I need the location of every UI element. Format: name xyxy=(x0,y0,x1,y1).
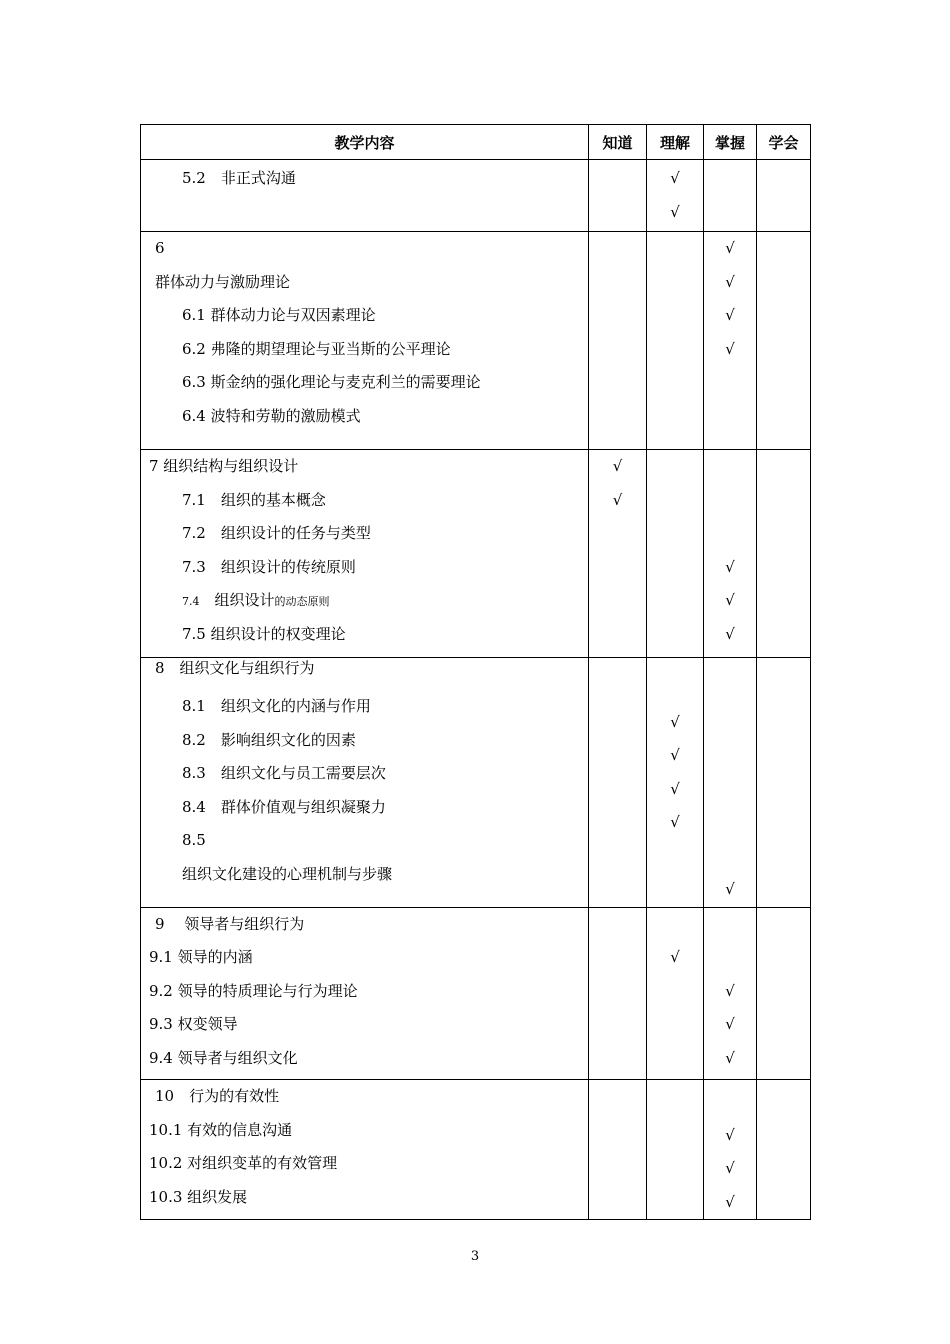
content-line xyxy=(141,400,588,434)
line-text: 9.3 权变领导 xyxy=(149,1015,238,1033)
content-line xyxy=(141,1008,588,1042)
check-mark: √ xyxy=(670,948,680,966)
content-line xyxy=(141,791,588,825)
check-mark: √ xyxy=(725,239,735,257)
line-text: 6.3 斯金纳的强化理论与麦克利兰的需要理论 xyxy=(182,373,481,391)
content-line xyxy=(141,757,588,791)
page-number: 3 xyxy=(470,1249,480,1264)
content-line xyxy=(141,299,588,333)
master-cell xyxy=(704,907,757,1080)
content-line xyxy=(141,366,588,400)
check-mark: √ xyxy=(725,1015,735,1033)
learn-cell xyxy=(757,658,811,908)
line-text: 组织文化建设的心理机制与步骤 xyxy=(182,864,393,883)
line-text: 7.4 xyxy=(182,595,200,608)
understand-cell xyxy=(647,907,704,1080)
header-row xyxy=(141,125,811,160)
line-text: 组织设计 xyxy=(199,591,275,609)
line-text: 8 组织文化与组织行为 xyxy=(155,659,315,677)
check-mark: √ xyxy=(725,339,735,358)
line-text: 8.1 组织文化的内涵与作用 xyxy=(182,697,371,715)
line-text: 8.4 群体价值观与组织凝聚力 xyxy=(182,797,386,816)
check-mark: √ xyxy=(725,1159,735,1177)
content-line xyxy=(141,1181,588,1215)
line-text: 10.2 对组织变革的有效管理 xyxy=(149,1154,338,1172)
check-mark: √ xyxy=(670,779,680,798)
content-line xyxy=(141,266,588,300)
line-text: 10.1 有效的信息沟通 xyxy=(149,1120,293,1139)
section-row xyxy=(141,160,811,232)
header-understand: 理解 xyxy=(647,125,704,160)
content-line xyxy=(141,908,588,942)
line-text: 6.1 群体动力论与双因素理论 xyxy=(182,306,376,324)
line-text: 9.4 领导者与组织文化 xyxy=(149,1048,298,1067)
learn-cell xyxy=(757,160,811,232)
line-text: 10 行为的有效性 xyxy=(155,1087,280,1105)
content-line xyxy=(141,484,588,518)
content-line xyxy=(141,1042,588,1076)
content-line xyxy=(141,162,588,196)
line-text: 7.5 组织设计的权变理论 xyxy=(182,624,346,643)
content-line xyxy=(141,658,588,678)
check-mark: √ xyxy=(725,591,735,609)
learn-cell xyxy=(757,232,811,450)
know-cell xyxy=(589,232,647,450)
header-content: 教学内容 xyxy=(141,125,589,160)
line-text: 7.3 组织设计的传统原则 xyxy=(182,557,356,576)
line-text: 8.3 组织文化与员工需要层次 xyxy=(182,764,386,782)
section-content xyxy=(141,232,589,450)
content-line xyxy=(141,333,588,367)
content-line xyxy=(141,232,588,266)
content-line xyxy=(141,724,588,758)
line-text: 7.2 组织设计的任务与类型 xyxy=(182,524,371,542)
section-content xyxy=(141,658,589,908)
content-line xyxy=(141,1080,588,1114)
check-mark: √ xyxy=(670,813,680,831)
check-mark: √ xyxy=(670,202,680,221)
check-mark: √ xyxy=(725,624,735,643)
syllabus-table xyxy=(140,124,811,1220)
master-cell xyxy=(704,658,757,908)
know-cell xyxy=(589,450,647,658)
check-mark: √ xyxy=(725,880,735,898)
check-mark: √ xyxy=(612,457,623,475)
header-master: 掌握 xyxy=(704,125,757,160)
know-cell xyxy=(589,658,647,908)
check-mark: √ xyxy=(670,169,680,187)
header-know: 知道 xyxy=(589,125,647,160)
section-content xyxy=(141,907,589,1080)
header-learn: 学会 xyxy=(757,125,811,160)
line-text: 5.2 非正式沟通 xyxy=(182,169,296,187)
table-body xyxy=(141,160,811,1220)
section-content xyxy=(141,1080,589,1220)
check-mark: √ xyxy=(670,746,680,764)
content-line xyxy=(141,975,588,1009)
understand-cell xyxy=(647,160,704,232)
content-line xyxy=(141,196,588,230)
master-cell xyxy=(704,232,757,450)
section-row xyxy=(141,232,811,450)
line-text: 6.4 波特和劳勒的激励模式 xyxy=(182,406,361,425)
line-text: 6.2 弗隆的期望理论与亚当斯的公平理论 xyxy=(182,339,451,358)
understand-cell xyxy=(647,450,704,658)
section-content xyxy=(141,450,589,658)
content-line xyxy=(141,551,588,585)
line-text: 9.1 领导的内涵 xyxy=(149,948,253,966)
check-mark: √ xyxy=(725,981,735,1000)
content-line xyxy=(141,618,588,652)
check-mark: √ xyxy=(725,557,735,576)
line-text: 8.2 影响组织文化的因素 xyxy=(182,730,356,749)
section-row xyxy=(141,1080,811,1220)
check-mark: √ xyxy=(725,306,735,324)
line-text: 7 组织结构与组织设计 xyxy=(149,457,299,475)
content-line xyxy=(141,858,588,892)
section-row xyxy=(141,907,811,1080)
know-cell xyxy=(589,1080,647,1220)
content-line xyxy=(141,517,588,551)
check-mark: √ xyxy=(670,712,680,731)
check-mark: √ xyxy=(725,1125,735,1144)
content-line xyxy=(141,941,588,975)
line-text: 6 xyxy=(155,239,165,257)
content-line xyxy=(141,1147,588,1181)
line-text: 7.1 组织的基本概念 xyxy=(182,490,326,509)
line-text: 10.3 组织发展 xyxy=(149,1187,248,1206)
line-text: 9.2 领导的特质理论与行为理论 xyxy=(149,981,358,1000)
line-text: 群体动力与激励理论 xyxy=(155,272,291,291)
section-content xyxy=(141,160,589,232)
line-text: 8.5 xyxy=(182,831,206,849)
line-text: 的动态原则 xyxy=(274,595,330,608)
understand-cell xyxy=(647,1080,704,1220)
know-cell xyxy=(589,160,647,232)
learn-cell xyxy=(757,450,811,658)
content-line xyxy=(141,1114,588,1148)
check-mark: √ xyxy=(725,1048,735,1067)
line-text: 9 领导者与组织行为 xyxy=(155,914,305,933)
section-row xyxy=(141,658,811,908)
master-cell xyxy=(704,1080,757,1220)
content-line xyxy=(141,824,588,858)
section-row xyxy=(141,450,811,658)
check-mark: √ xyxy=(612,490,623,509)
understand-cell xyxy=(647,232,704,450)
understand-cell xyxy=(647,658,704,908)
content-line xyxy=(141,690,588,724)
learn-cell xyxy=(757,1080,811,1220)
check-mark: √ xyxy=(725,272,735,291)
master-cell xyxy=(704,450,757,658)
content-line xyxy=(141,450,588,484)
know-cell xyxy=(589,907,647,1080)
check-mark: √ xyxy=(725,1192,735,1211)
learn-cell xyxy=(757,907,811,1080)
content-line xyxy=(141,584,588,618)
master-cell xyxy=(704,160,757,232)
